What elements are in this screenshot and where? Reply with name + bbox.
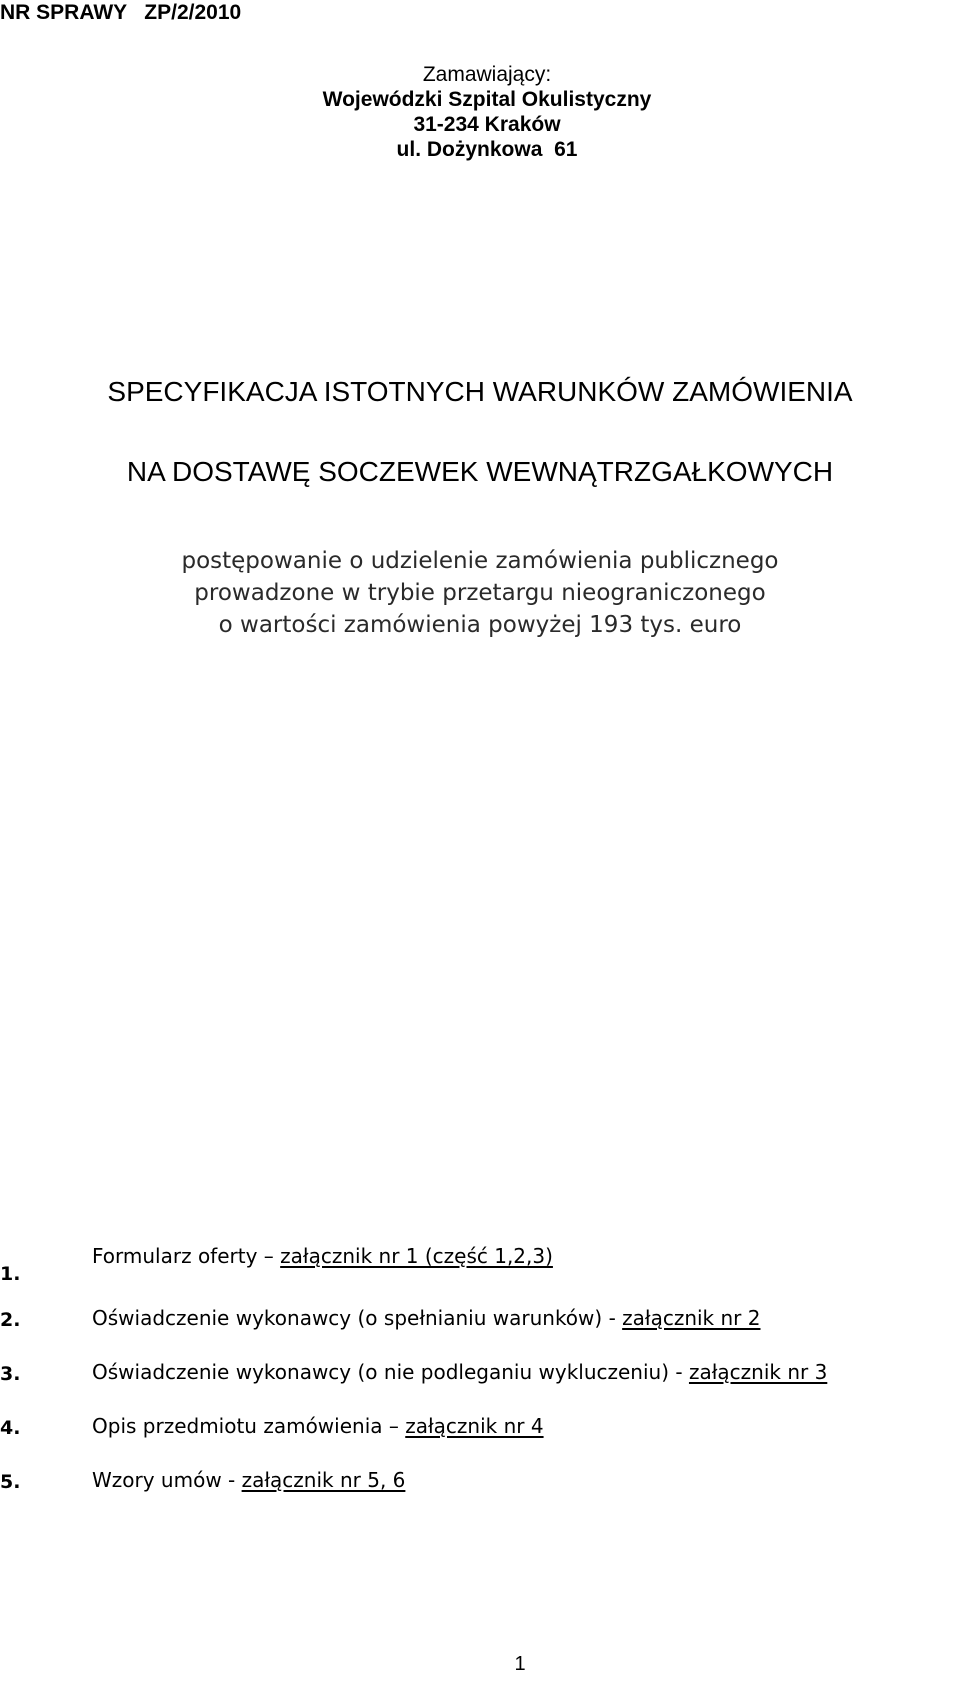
attachment-number: 5.	[0, 1471, 21, 1493]
ordering-party-label: Zamawiający:	[422, 63, 552, 86]
attachment-link[interactable]: załącznik nr 3	[688, 1360, 828, 1384]
procedure-line-2: prowadzone w trybie przetargu nieograniczonego	[194, 580, 766, 606]
attachment-text	[92, 1467, 405, 1493]
attachment-link[interactable]: załącznik nr 4	[405, 1414, 544, 1438]
attachment-description: Oświadczenie wykonawcy (o nie podleganiu wykluczeniu) -	[92, 1360, 689, 1384]
ordering-party-street: ul. Dożynkowa 61	[396, 138, 578, 161]
attachment-text	[92, 1413, 544, 1439]
attachment-text	[92, 1305, 760, 1331]
attachment-link[interactable]: załącznik nr 2	[622, 1306, 761, 1330]
attachment-number: 4.	[0, 1417, 21, 1439]
document-title-line-2: NA DOSTAWĘ SOCZEWEK WEWNĄTRZGAŁKOWYCH	[126, 456, 834, 487]
procedure-line-3: o wartości zamówienia powyżej 193 tys. euro	[218, 612, 742, 638]
attachment-number: 3.	[0, 1363, 21, 1385]
ordering-party-block	[300, 62, 674, 162]
procedure-description	[180, 545, 780, 641]
attachment-item	[0, 1405, 960, 1459]
attachment-item	[0, 1351, 960, 1405]
attachment-description: Wzory umów -	[92, 1468, 242, 1492]
attachment-number: 1.	[0, 1263, 21, 1285]
attachment-number: 2.	[0, 1309, 21, 1331]
case-number: NR SPRAWY ZP/2/2010	[0, 1, 242, 24]
attachment-description: Opis przedmiotu zamówienia –	[92, 1414, 406, 1438]
attachment-item	[0, 1459, 960, 1513]
attachment-item	[0, 1243, 960, 1297]
ordering-party-name: Wojewódzki Szpital Okulistyczny	[322, 88, 652, 111]
attachment-description: Oświadczenie wykonawcy (o spełnianiu warunków) -	[92, 1306, 623, 1330]
ordering-party-city: 31-234 Kraków	[413, 113, 561, 136]
attachment-item	[0, 1297, 960, 1351]
page-number: 1	[514, 1653, 526, 1675]
attachment-link[interactable]: załącznik nr 1 (część 1,2,3)	[280, 1244, 553, 1268]
attachments-list	[0, 1243, 960, 1513]
attachment-description: Formularz oferty –	[92, 1244, 281, 1268]
attachment-text	[92, 1359, 827, 1385]
document-title-line-1: SPECYFIKACJA ISTOTNYCH WARUNKÓW ZAMÓWIENIA	[107, 376, 853, 407]
attachment-link[interactable]: załącznik nr 5, 6	[241, 1468, 406, 1492]
attachment-text	[92, 1243, 553, 1269]
procedure-line-1: postępowanie o udzielenie zamówienia publicznego	[181, 548, 779, 574]
